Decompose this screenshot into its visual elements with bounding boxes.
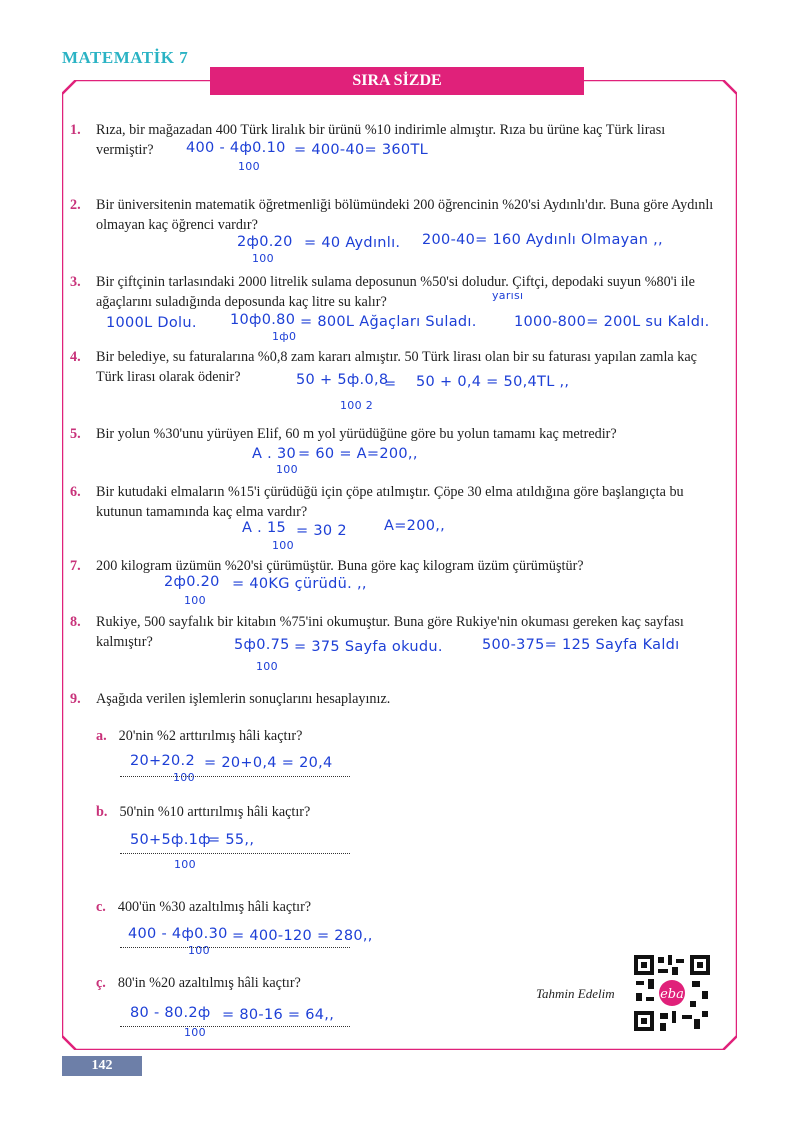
question-text: Aşağıda verilen işlemlerin sonuçlarını hesaplayınız. bbox=[96, 691, 391, 707]
handwritten-answer: = 800L Ağaçları Suladı. bbox=[300, 314, 477, 330]
handwritten-answer: 100 bbox=[276, 463, 298, 476]
subquestion-b bbox=[96, 804, 310, 821]
handwritten-answer: = bbox=[384, 376, 397, 392]
handwritten-answer: = 40KG çürüdü. ,, bbox=[232, 576, 367, 592]
subquestion-text: 50'nin %10 arttırılmış hâli kaçtır? bbox=[119, 804, 311, 820]
subquestion-label: b. bbox=[96, 804, 108, 820]
handwritten-answer: 100 bbox=[184, 594, 206, 607]
question-number: 1. bbox=[70, 122, 81, 138]
subquestion-label: c. bbox=[96, 899, 106, 915]
answer-line bbox=[120, 1025, 350, 1027]
tahmin-edelim-label: Tahmin Edelim bbox=[536, 986, 615, 1001]
handwritten-answer: 100 bbox=[174, 858, 196, 871]
question-3 bbox=[70, 272, 720, 312]
handwritten-answer: 100 bbox=[238, 160, 260, 173]
handwritten-answer: A=200,, bbox=[384, 518, 446, 534]
question-6 bbox=[70, 482, 720, 522]
handwritten-answer: 500-375= 125 Sayfa Kaldı bbox=[482, 637, 680, 653]
handwritten-answer: 100 2 bbox=[340, 399, 373, 412]
page-number: 142 bbox=[91, 1058, 113, 1073]
handwritten-answer: = 20+0,4 = 20,4 bbox=[204, 755, 333, 771]
question-text: Bir üniversitenin matematik öğretmenliği bölümündeki 200 öğrencinin %20'si Aydınlı'dır. Buna göre Aydınlı olmayan kaç öğrenci vardır? bbox=[96, 197, 714, 233]
question-text: Rukiye, 500 sayfalık bir kitabın %75'ini okumuştur. Buna göre Rukiye'nin okuması gereken kaç sayfası kalmıştır? bbox=[96, 614, 684, 650]
handwritten-answer: 20+20.2 bbox=[130, 753, 195, 769]
handwritten-answer: 1000-800= 200L su Kaldı. bbox=[514, 314, 710, 330]
question-number: 5. bbox=[70, 426, 81, 442]
handwritten-answer: 400 - 4ф0.10 bbox=[186, 140, 286, 156]
handwritten-answer: 100 bbox=[252, 252, 274, 265]
handwritten-answer: 2ф0.20 bbox=[164, 574, 220, 590]
handwritten-answer: 1000L Dolu. bbox=[106, 315, 197, 331]
answer-line bbox=[120, 775, 350, 777]
handwritten-answer: 400 - 4ф0.30 bbox=[128, 926, 228, 942]
question-text: Bir yolun %30'unu yürüyen Elif, 60 m yol yürüdüğüne göre bu yolun tamamı kaç metredir? bbox=[96, 426, 617, 442]
question-number: 2. bbox=[70, 197, 81, 213]
handwritten-answer: = 55,, bbox=[208, 832, 255, 848]
handwritten-answer: 50+5ф.1ф bbox=[130, 832, 211, 848]
question-number: 9. bbox=[70, 691, 81, 707]
question-7 bbox=[70, 556, 720, 576]
handwritten-answer: 100 bbox=[272, 539, 294, 552]
question-text: 200 kilogram üzümün %20'si çürümüştür. Buna göre kaç kilogram üzüm çürümüştür? bbox=[96, 558, 584, 574]
qr-code-icon[interactable] bbox=[632, 953, 712, 1033]
question-text: Bir kutudaki elmaların %15'i çürüdüğü için çöpe atılmıştır. Çöpe 30 elma atıldığına göre başlangıçta bu kutunun tamamında kaç elma vardır? bbox=[96, 484, 684, 520]
handwritten-answer: 1ф0 bbox=[272, 330, 297, 343]
handwritten-answer: = 400-120 = 280,, bbox=[232, 928, 373, 944]
handwritten-answer: 100 bbox=[184, 1026, 206, 1039]
handwritten-answer: 2ф0.20 bbox=[237, 234, 293, 250]
question-5 bbox=[70, 424, 720, 444]
handwritten-answer: A . 30 bbox=[252, 446, 296, 462]
subquestion-text: 20'nin %2 arttırılmış hâli kaçtır? bbox=[118, 728, 303, 744]
section-banner: SIRA SİZDE bbox=[210, 67, 584, 95]
handwritten-answer: 200-40= 160 Aydınlı Olmayan ,, bbox=[422, 232, 663, 248]
handwritten-answer: = 60 = A=200,, bbox=[298, 446, 418, 462]
subquestion-text: 80'in %20 azaltılmış hâli kaçtır? bbox=[117, 975, 301, 991]
handwritten-answer: 10ф0.80 bbox=[230, 312, 296, 328]
question-text: Bir belediye, su faturalarına %0,8 zam kararı almıştır. 50 Türk lirası olan bir su faturası yapılan zamla kaç Türk lirası olarak ödenir? bbox=[96, 349, 697, 385]
question-number: 8. bbox=[70, 614, 81, 630]
svg-text:eba: eba bbox=[660, 987, 684, 1002]
handwritten-answer: = 30 2 bbox=[296, 523, 347, 539]
subject-title: MATEMATİK 7 bbox=[62, 48, 189, 67]
handwritten-answer: = 40 Aydınlı. bbox=[304, 235, 401, 251]
subquestion-label: a. bbox=[96, 728, 107, 744]
question-number: 7. bbox=[70, 558, 81, 574]
question-9 bbox=[70, 689, 720, 709]
subquestion-text: 400'ün %30 azaltılmış hâli kaçtır? bbox=[117, 899, 312, 915]
handwritten-answer: 100 bbox=[188, 944, 210, 957]
question-number: 3. bbox=[70, 274, 81, 290]
handwritten-answer: 100 bbox=[173, 771, 195, 784]
handwritten-answer: 100 bbox=[256, 660, 278, 673]
subquestion-a bbox=[96, 728, 302, 745]
question-2 bbox=[70, 195, 720, 235]
question-number: 4. bbox=[70, 349, 81, 365]
question-text: Rıza, bir mağazadan 400 Türk liralık bir ürünü %10 indirimle almıştır. Rıza bu ürüne kaç Türk lirası vermiştir? bbox=[96, 122, 666, 158]
handwritten-answer: = 80-16 = 64,, bbox=[222, 1007, 335, 1023]
subquestion-label: ç. bbox=[96, 975, 106, 991]
answer-line bbox=[120, 946, 350, 948]
handwritten-answer: = 375 Sayfa okudu. bbox=[294, 639, 443, 655]
handwritten-answer: 80 - 80.2ф bbox=[130, 1005, 211, 1021]
handwritten-answer: A . 15 bbox=[242, 520, 286, 536]
handwritten-answer: 50 + 5ф.0,8 bbox=[296, 372, 389, 388]
subquestion-c bbox=[96, 899, 311, 916]
handwritten-answer: yarısı bbox=[492, 289, 524, 302]
handwritten-answer: 5ф0.75 bbox=[234, 637, 290, 653]
handwritten-answer: 50 + 0,4 = 50,4TL ,, bbox=[416, 374, 570, 390]
handwritten-answer: = 400-40= 360TL bbox=[294, 142, 428, 158]
subquestion-c-cedilla bbox=[96, 975, 301, 992]
question-text: Bir çiftçinin tarlasındaki 2000 litrelik sulama deposunun %50'si doludur. Çiftçi, depodaki suyun %80'i ile ağaçlarını suladığında deposunda kaç litre su kalır? bbox=[96, 274, 695, 310]
answer-line bbox=[120, 852, 350, 854]
question-number: 6. bbox=[70, 484, 81, 500]
